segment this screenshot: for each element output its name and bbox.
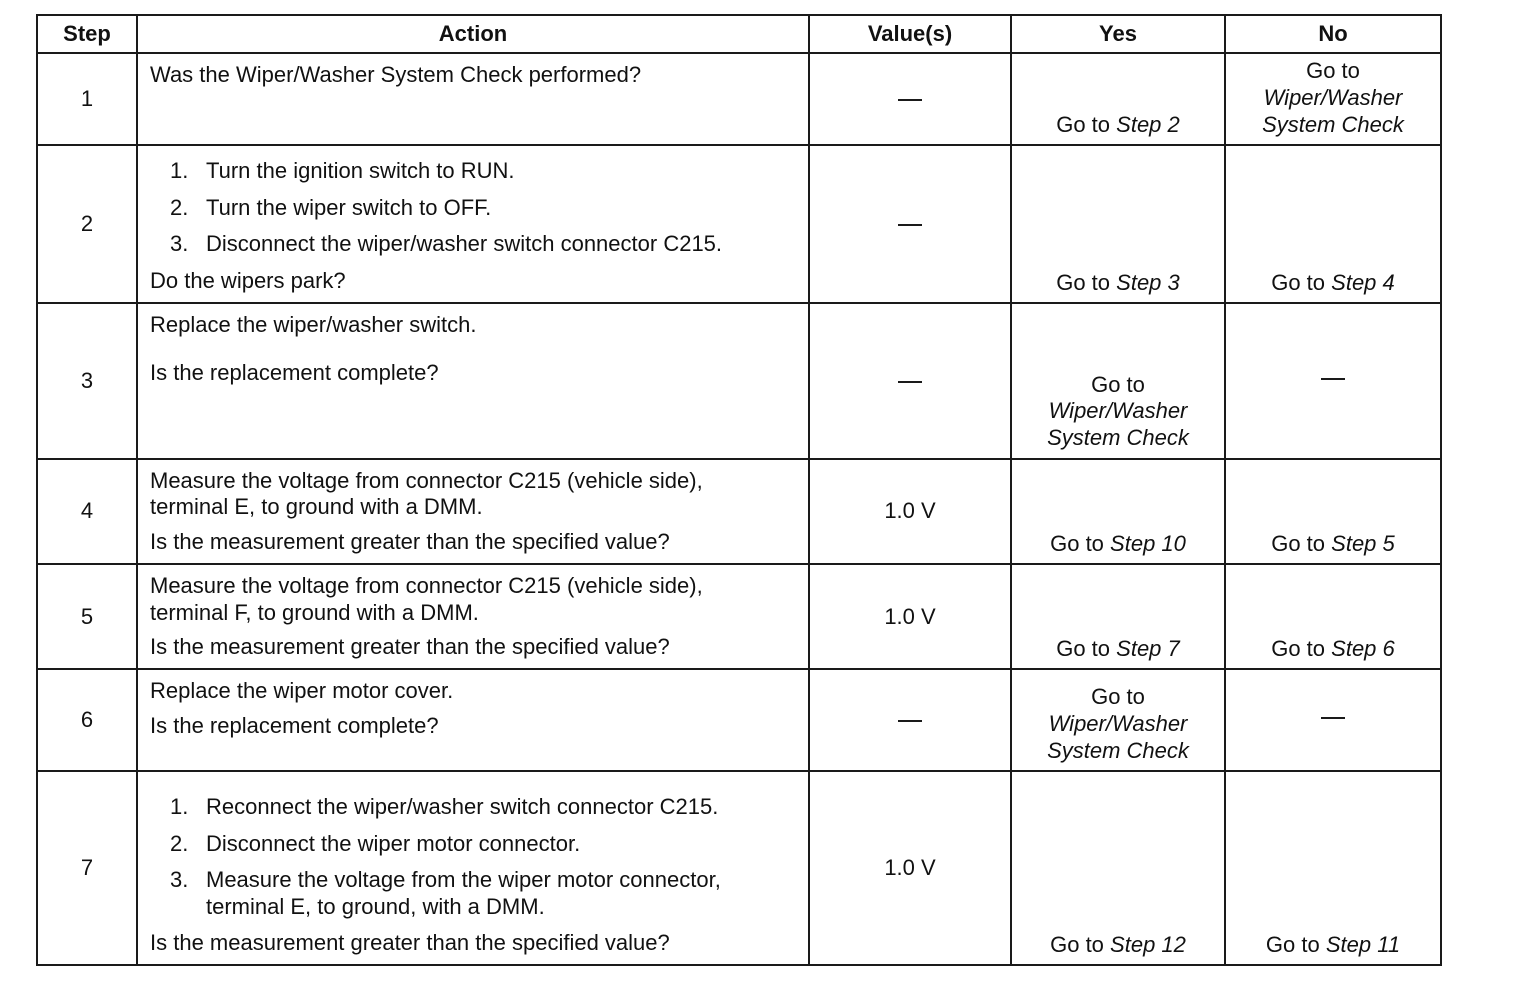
step-number: 1 xyxy=(37,53,137,145)
no-cell xyxy=(1225,459,1441,564)
yes-cell xyxy=(1011,564,1225,669)
value-none xyxy=(898,381,922,383)
no-cell xyxy=(1225,53,1441,145)
action-step-item: 1. Turn the ignition switch to RUN. xyxy=(170,158,515,184)
value-cell: 1.0 V xyxy=(809,459,1011,564)
yes-link[interactable]: Go to Wiper/Washer System Check xyxy=(1047,683,1189,763)
table-row xyxy=(37,564,1441,669)
action-question: Is the measurement greater than the specified value? xyxy=(150,634,670,659)
action-instruction: Replace the wiper/washer switch. xyxy=(150,312,477,338)
step-number: 7 xyxy=(37,771,137,965)
step-number: 5 xyxy=(37,564,137,669)
table-row xyxy=(37,53,1441,145)
action-cell xyxy=(137,459,809,564)
yes-cell xyxy=(1011,145,1225,303)
value-cell xyxy=(809,53,1011,145)
action-steps xyxy=(150,794,798,920)
value-none xyxy=(898,224,922,226)
no-cell xyxy=(1225,145,1441,303)
header-row xyxy=(37,15,1441,53)
action-cell xyxy=(137,669,809,771)
value-none xyxy=(898,99,922,101)
yes-link[interactable]: Go to Step 10 xyxy=(1050,530,1186,556)
action-question: Do the wipers park? xyxy=(150,267,346,293)
no-link[interactable]: Go to Step 11 xyxy=(1265,931,1401,957)
yes-cell xyxy=(1011,53,1225,145)
action-line: terminal F, to ground with a DMM. xyxy=(150,599,479,625)
header-action: Action xyxy=(137,15,809,53)
action-line: Measure the voltage from connector C215 (vehicle side), xyxy=(150,573,703,599)
step-number: 2 xyxy=(37,145,137,303)
header-yes: Yes xyxy=(1011,15,1225,53)
action-cell xyxy=(137,145,809,303)
value-cell xyxy=(809,145,1011,303)
no-cell xyxy=(1225,303,1441,459)
value-cell: 1.0 V xyxy=(809,564,1011,669)
no-link[interactable]: Go to Wiper/Washer System Check xyxy=(1262,58,1404,137)
yes-link[interactable]: Go to Step 12 xyxy=(1050,931,1186,957)
table-row xyxy=(37,771,1441,965)
action-steps xyxy=(150,158,798,257)
action-question: Is the replacement complete? xyxy=(150,712,439,738)
no-cell xyxy=(1225,669,1441,771)
yes-cell xyxy=(1011,771,1225,965)
yes-link[interactable]: Go to Step 3 xyxy=(1056,269,1180,295)
yes-link[interactable]: Go to Step 2 xyxy=(1056,112,1180,138)
value-cell xyxy=(809,669,1011,771)
action-cell xyxy=(137,564,809,669)
action-question: Is the measurement greater than the specified value? xyxy=(150,528,670,554)
action-step-item: 3. Measure the voltage from the wiper motor connector, terminal E, to ground, with a DMM. xyxy=(170,867,721,919)
table-row xyxy=(37,145,1441,303)
value-none xyxy=(898,720,922,722)
no-cell xyxy=(1225,771,1441,965)
no-link[interactable]: Go to Step 5 xyxy=(1271,530,1395,556)
value-cell xyxy=(809,303,1011,459)
action-step-item: 1. Reconnect the wiper/washer switch connector C215. xyxy=(170,794,719,820)
table-row xyxy=(37,459,1441,564)
no-link[interactable]: Go to Step 4 xyxy=(1271,269,1395,295)
header-no: No xyxy=(1225,15,1441,53)
step-number: 3 xyxy=(37,303,137,459)
action-step-item: 3. Disconnect the wiper/washer switch connector C215. xyxy=(170,231,723,257)
action-line: terminal E, to ground with a DMM. xyxy=(150,494,483,520)
yes-link[interactable]: Go to Step 7 xyxy=(1056,636,1180,661)
value-cell: 1.0 V xyxy=(809,771,1011,965)
header-step: Step xyxy=(37,15,137,53)
no-none xyxy=(1321,717,1345,719)
action-line: Measure the voltage from connector C215 (vehicle side), xyxy=(150,468,703,494)
no-link[interactable]: Go to Step 6 xyxy=(1271,636,1395,661)
action-question: Is the replacement complete? xyxy=(150,360,439,386)
action-question: Was the Wiper/Washer System Check performed? xyxy=(150,62,642,87)
no-cell xyxy=(1225,564,1441,669)
yes-cell xyxy=(1011,459,1225,564)
action-cell xyxy=(137,771,809,965)
table-row xyxy=(37,303,1441,459)
table-row xyxy=(37,669,1441,771)
action-cell xyxy=(137,303,809,459)
header-value: Value(s) xyxy=(809,15,1011,53)
yes-link[interactable]: Go to Wiper/Washer System Check xyxy=(1047,371,1189,451)
yes-cell xyxy=(1011,303,1225,459)
action-step-item: 2. Turn the wiper switch to OFF. xyxy=(170,194,492,220)
action-cell xyxy=(137,53,809,145)
action-instruction: Replace the wiper motor cover. xyxy=(150,678,454,704)
action-question: Is the measurement greater than the specified value? xyxy=(150,929,670,955)
no-none xyxy=(1321,378,1345,380)
step-number: 6 xyxy=(37,669,137,771)
action-step-item: 2. Disconnect the wiper motor connector. xyxy=(170,830,581,856)
step-number: 4 xyxy=(37,459,137,564)
yes-cell xyxy=(1011,669,1225,771)
diagnostic-table xyxy=(36,14,1442,966)
